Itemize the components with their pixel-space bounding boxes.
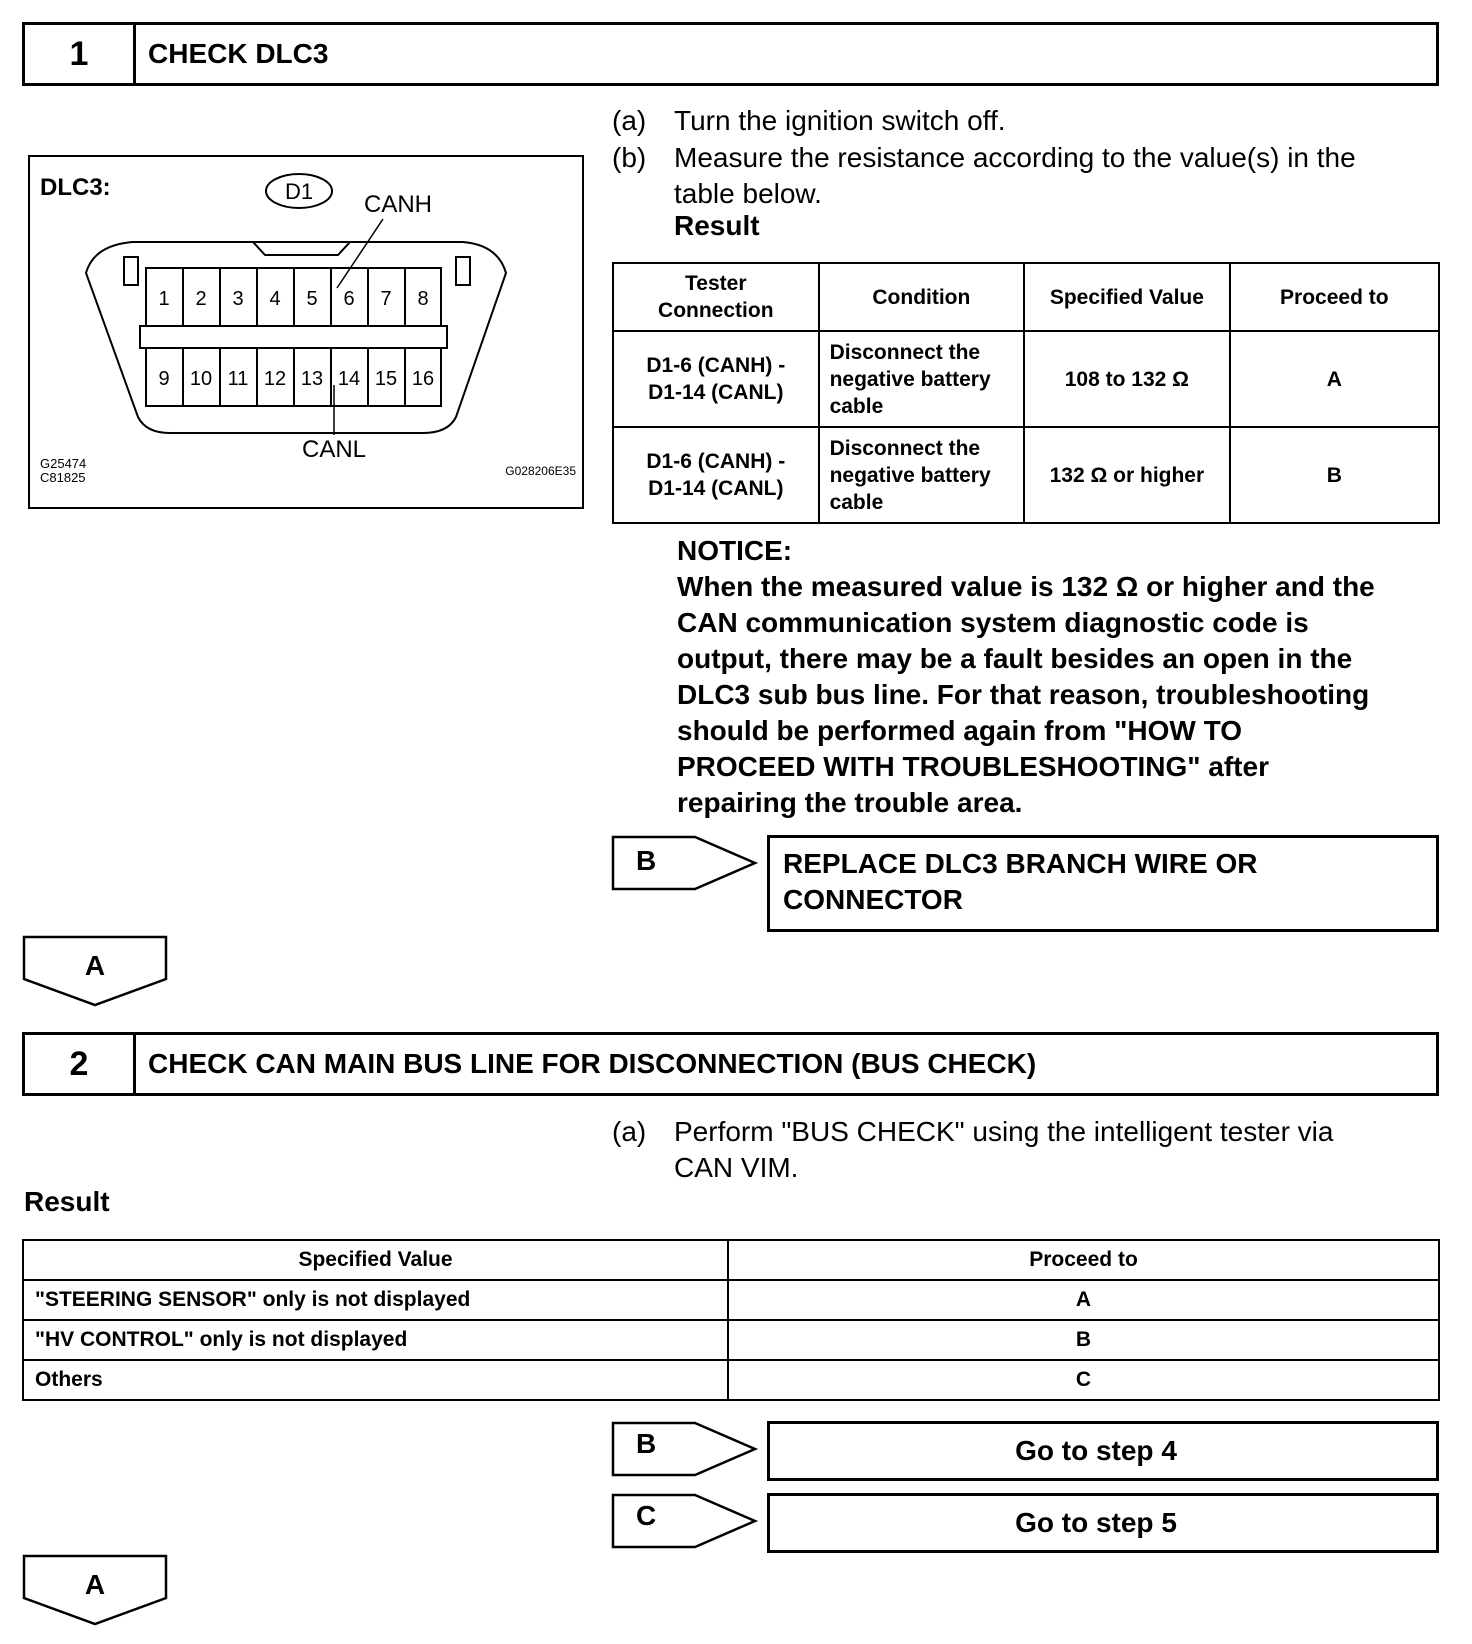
specified-value-cell: "HV CONTROL" only is not displayed [23, 1320, 728, 1360]
branch-c-label: C [636, 1500, 657, 1531]
table-header-row [613, 263, 1439, 331]
table-row [613, 427, 1439, 523]
table-row [613, 331, 1439, 427]
instruction-label: (a) [612, 1116, 647, 1147]
go-to-step-4-text: Go to step 4 [1015, 1435, 1177, 1466]
branch-b-arrow [611, 1421, 761, 1477]
step-2-title: CHECK CAN MAIN BUS LINE FOR DISCONNECTION (BUS CHECK) [148, 1048, 1037, 1079]
specified-value-cell: "STEERING SENSOR" only is not displayed [23, 1280, 728, 1320]
pin-label: 7 [380, 288, 392, 310]
table-header-row [23, 1240, 1439, 1280]
column-header: Condition [819, 263, 1025, 331]
pin-label: 4 [269, 288, 281, 310]
dlc3-center-bar [140, 326, 447, 348]
proceed-to-cell: A [728, 1280, 1439, 1320]
pin-label: 5 [306, 288, 318, 310]
instruction-label: (a) [612, 105, 647, 136]
column-header: Tester Connection [613, 263, 819, 331]
notice-line: repairing the trouble area. [677, 787, 1023, 818]
pin-label: 15 [374, 368, 398, 390]
connector-id: D1 [284, 179, 314, 204]
pin-label: 13 [300, 368, 324, 390]
column-header: Specified Value [23, 1240, 728, 1280]
column-header: Specified Value [1024, 263, 1229, 331]
instruction-text: Measure the resistance according to the value(s) in the [674, 142, 1356, 173]
dlc3-connector-diagram [28, 155, 584, 510]
branch-c-arrow [611, 1493, 761, 1549]
notice-heading: NOTICE: [677, 535, 793, 566]
go-to-step-5-text: Go to step 5 [1015, 1507, 1177, 1538]
notice-line: DLC3 sub bus line. For that reason, troubleshooting [677, 679, 1370, 710]
notice-line: PROCEED WITH TROUBLESHOOTING" after [677, 751, 1269, 782]
proceed-to-cell: B [1230, 427, 1439, 523]
pin-label: 10 [189, 368, 213, 390]
table-row [23, 1280, 1439, 1320]
notice-line: output, there may be a fault besides an open in the [677, 643, 1353, 674]
pin-label: 8 [417, 288, 429, 310]
step-2-number: 2 [25, 1035, 136, 1093]
specified-value-cell: 108 to 132 Ω [1024, 331, 1229, 427]
pin-label: 9 [158, 368, 170, 390]
branch-a-label: A [84, 1569, 106, 1600]
notice-line: should be performed again from "HOW TO [677, 715, 1243, 746]
pin-label: 14 [337, 368, 361, 390]
step-1-result-table [612, 262, 1440, 524]
pin-label: 2 [195, 288, 207, 310]
proceed-to-cell: A [1230, 331, 1439, 427]
notice-block [677, 533, 1457, 821]
step-1-header [22, 22, 1439, 86]
instruction-label: (b) [612, 142, 647, 173]
pin-label: 12 [263, 368, 287, 390]
canh-label: CANH [363, 191, 433, 218]
pin-label: 1 [158, 288, 170, 310]
specified-value-cell: Others [23, 1360, 728, 1400]
proceed-to-cell: B [728, 1320, 1439, 1360]
condition-cell: Disconnect the negative battery cable [819, 427, 1025, 523]
step-2-result-table [22, 1239, 1440, 1401]
result-line: CONNECTOR [783, 884, 963, 915]
instruction-text: table below. [674, 178, 822, 209]
table-row [23, 1320, 1439, 1360]
instruction-text: CAN VIM. [674, 1152, 799, 1183]
replace-dlc3-result-box [767, 835, 1439, 932]
table-row [23, 1360, 1439, 1400]
diagram-code: G25474 [40, 456, 87, 471]
column-header: Proceed to [1230, 263, 1439, 331]
branch-b-arrow [611, 835, 761, 891]
result-line: REPLACE DLC3 BRANCH WIRE OR [783, 848, 1258, 879]
branch-a-label: A [84, 950, 106, 981]
go-to-step-4-box [767, 1421, 1439, 1481]
go-to-step-5-box [767, 1493, 1439, 1553]
branch-b-label: B [636, 845, 657, 876]
instruction-text: Perform "BUS CHECK" using the intelligent tester via [674, 1116, 1334, 1147]
notice-line: CAN communication system diagnostic code is [677, 607, 1309, 638]
step-1-title: CHECK DLC3 [148, 38, 329, 69]
step-2-instructions [612, 1114, 1452, 1189]
specified-value-cell: 132 Ω or higher [1024, 427, 1229, 523]
diagram-title: DLC3: [40, 174, 111, 201]
step-2-header [22, 1032, 1439, 1096]
tester-connection-cell: D1-6 (CANH) - D1-14 (CANL) [613, 427, 819, 523]
notice-line: When the measured value is 132 Ω or higher and the [677, 571, 1375, 602]
column-header: Proceed to [728, 1240, 1439, 1280]
branch-b-label: B [636, 1428, 657, 1459]
step-2-result-label: Result [24, 1186, 110, 1217]
diagram-code: C81825 [40, 470, 86, 485]
step-1-result-label: Result [674, 210, 760, 241]
condition-cell: Disconnect the negative battery cable [819, 331, 1025, 427]
tester-connection-cell: D1-6 (CANH) - D1-14 (CANL) [613, 331, 819, 427]
canl-label: CANL [301, 436, 367, 463]
pin-label: 11 [227, 368, 249, 390]
proceed-to-cell: C [728, 1360, 1439, 1400]
step-1-number: 1 [25, 25, 136, 83]
pin-label: 6 [343, 288, 355, 310]
step-1-instructions [612, 103, 1452, 223]
instruction-text: Turn the ignition switch off. [674, 105, 1006, 136]
pin-label: 16 [411, 368, 435, 390]
pin-label: 3 [232, 288, 244, 310]
diagram-code: G028206E35 [505, 464, 576, 478]
